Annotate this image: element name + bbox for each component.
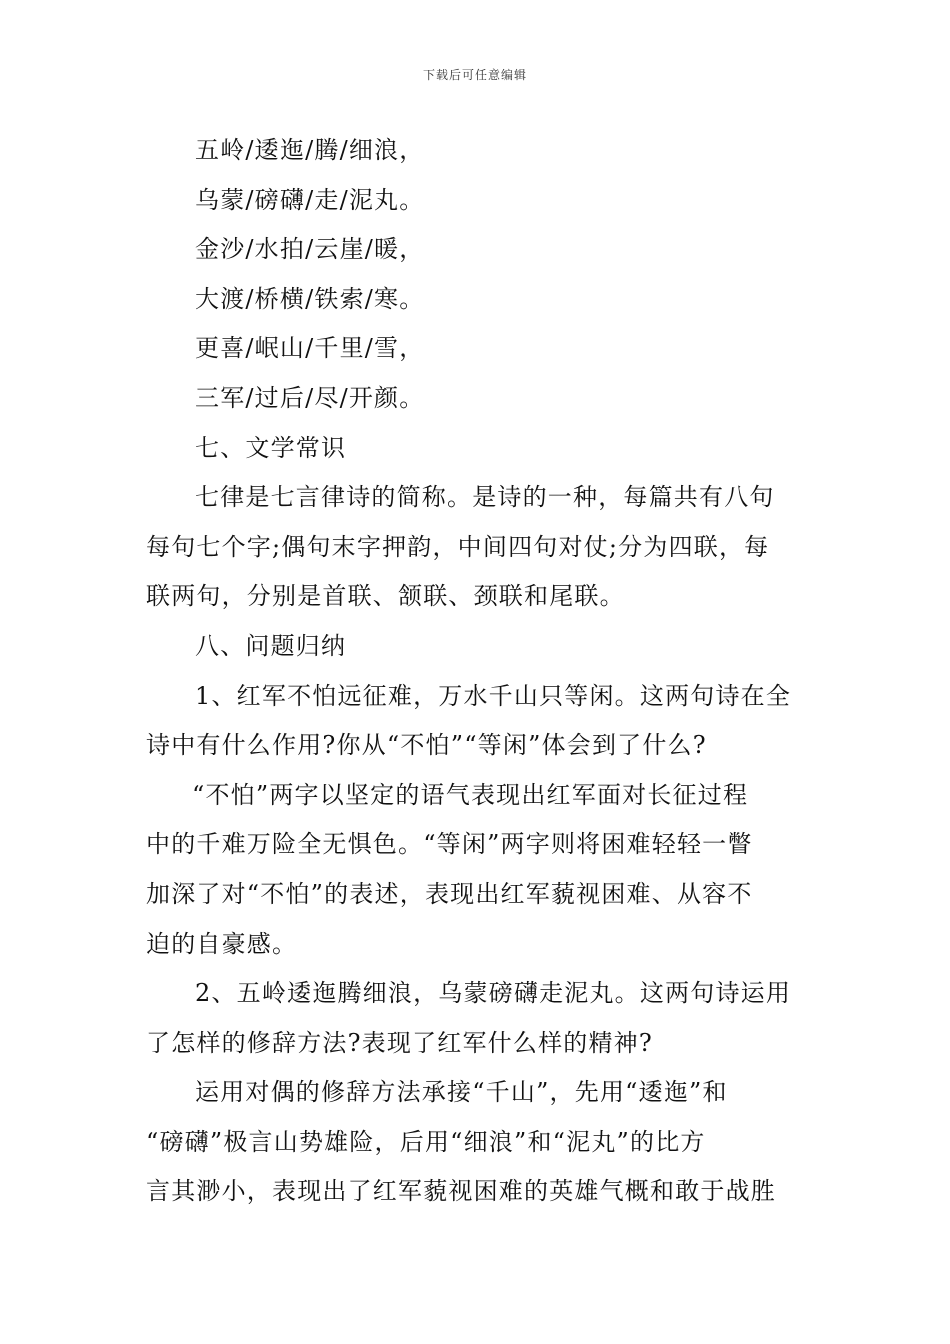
paragraph-line: 中的千难万险全无惧色。“等闲”两字则将困难轻轻一瞥	[146, 830, 753, 859]
question-2	[146, 969, 808, 1068]
poem-line: 乌蒙/磅礴/走/泥丸。	[195, 185, 425, 214]
paragraph-line: “磅礴”极言山势雄险，后用“细浪”和“泥丸”的比方	[146, 1127, 706, 1156]
paragraph-line: 联两句，分别是首联、颔联、颈联和尾联。	[146, 582, 625, 611]
paragraph-line: 言其渺小，表现出了红军藐视困难的英雄气概和敢于战胜	[146, 1177, 776, 1206]
page-header: 下载后可任意编辑	[422, 68, 527, 82]
literature-paragraph	[146, 473, 808, 622]
paragraph-line: 每句七个字;偶句末字押韵，中间四句对仗;分为四联，每	[146, 532, 770, 561]
paragraph-line: 了怎样的修辞方法?表现了红军什么样的精神?	[146, 1028, 653, 1057]
paragraph-line: 运用对偶的修辞方法承接“千山”，先用“逶迤”和	[195, 1078, 728, 1107]
poem-line: 五岭/逶迤/腾/细浪，	[195, 136, 425, 164]
answer-2	[146, 1068, 808, 1217]
paragraph-line: “不怕”两字以坚定的语气表现出红军面对长征过程	[192, 780, 749, 809]
paragraph-line: 七律是七言律诗的简称。是诗的一种，每篇共有八句	[195, 483, 775, 512]
paragraph-line: 迫的自豪感。	[146, 929, 298, 958]
poem-line: 大渡/桥横/铁索/寒。	[195, 284, 425, 313]
section-heading-literature: 七、文学常识	[195, 433, 347, 462]
paragraph-line: 1、红军不怕远征难，万水千山只等闲。这两句诗在全	[195, 681, 792, 710]
poem-line: 金沙/水拍/云崖/暖，	[195, 235, 425, 264]
page-content	[146, 126, 808, 1217]
poem-line: 三军/过后/尽/开颜。	[195, 383, 425, 412]
paragraph-line: 2、五岭逶迤腾细浪，乌蒙磅礴走泥丸。这两句诗运用	[195, 979, 792, 1008]
paragraph-line: 加深了对“不怕”的表述，表现出红军藐视困难、从容不	[146, 879, 753, 908]
section-heading-questions: 八、问题归纳	[195, 631, 347, 660]
poem	[146, 126, 808, 424]
paragraph-line: 诗中有什么作用?你从“不怕”“等闲”体会到了什么?	[146, 731, 707, 760]
answer-1	[146, 771, 808, 969]
question-1	[146, 672, 808, 771]
poem-line: 更喜/岷山/千里/雪，	[195, 334, 425, 363]
